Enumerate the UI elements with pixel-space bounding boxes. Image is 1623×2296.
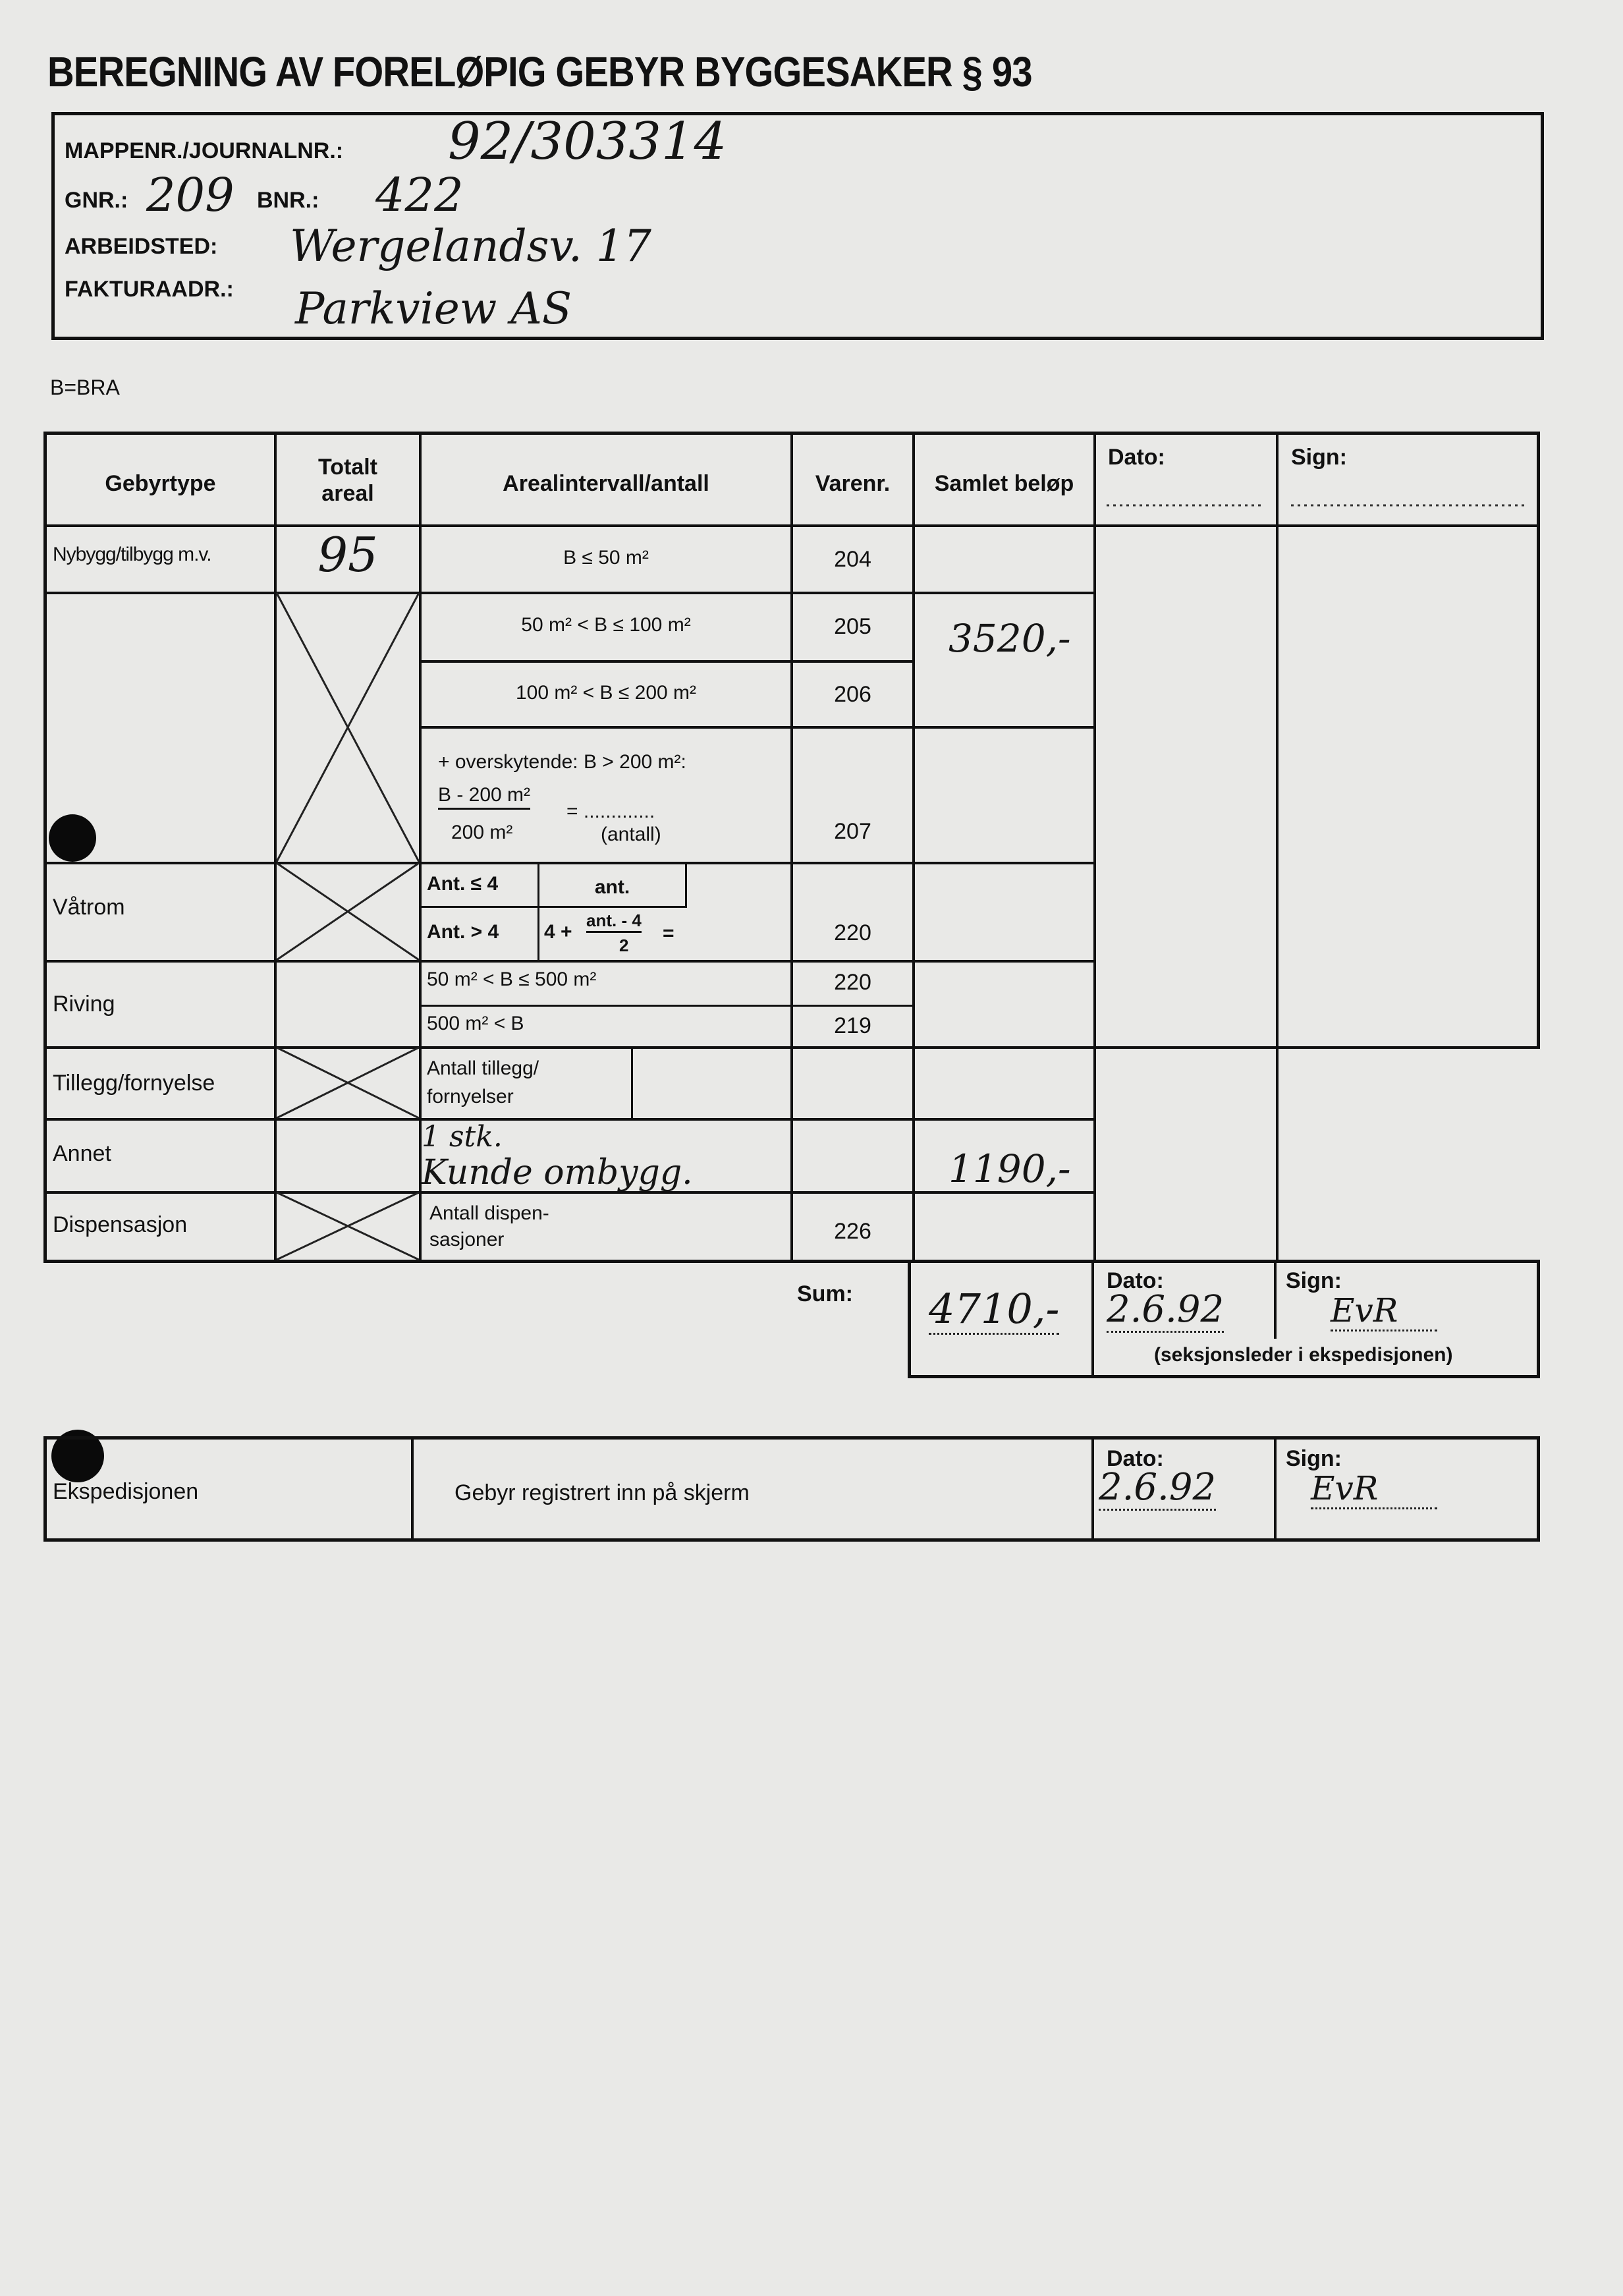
sum-note: (seksjonsleder i ekspedisjonen): [1154, 1344, 1453, 1366]
dispensasjon-varenr: 226: [834, 1219, 871, 1244]
ekspedisjon-label: Ekspedisjonen: [53, 1479, 199, 1504]
ekspedisjon-dato-label: Dato:: [1107, 1446, 1164, 1471]
dispensasjon-line2: sasjoner: [429, 1229, 505, 1250]
nybygg-type: Nybygg/tilbygg m.v.: [53, 544, 211, 565]
sum-dato-label: Dato:: [1107, 1268, 1164, 1293]
row205-interval: 50 m² < B ≤ 100 m²: [521, 614, 691, 636]
riving-varenr1: 220: [834, 970, 871, 995]
vatrom-formula-eq: =: [663, 922, 674, 944]
col-sign: Sign:: [1291, 445, 1347, 470]
bnr-value[interactable]: 422: [375, 168, 464, 222]
row205-varenr: 205: [834, 614, 871, 639]
row207-numerator: B - 200 m²: [438, 784, 530, 810]
col-samlet-belop: Samlet beløp: [934, 471, 1074, 496]
mappenr-label: MAPPENR./JOURNALNR.:: [65, 138, 344, 163]
row207-varenr: 207: [834, 819, 871, 844]
vatrom-type: Våtrom: [53, 895, 125, 920]
vatrom-formula-num: ant. - 4: [586, 910, 642, 933]
ekspedisjon-text: Gebyr registrert inn på skjerm: [454, 1480, 750, 1505]
vatrom-ant-gt4: Ant. > 4: [427, 921, 499, 943]
col-areal: areal: [321, 481, 374, 506]
vatrom-formula-den: 2: [619, 936, 629, 955]
nybygg-varenr: 204: [834, 547, 871, 572]
b-bra-note: B=BRA: [50, 376, 120, 399]
col-gebyrtype: Gebyrtype: [105, 471, 216, 496]
mappenr-value[interactable]: 92/303314: [448, 112, 727, 171]
arbeidsted-label: ARBEIDSTED:: [65, 234, 218, 259]
riving-type: Riving: [53, 992, 115, 1017]
ekspedisjon-dato-value[interactable]: 2.6.92: [1099, 1466, 1216, 1511]
col-dato: Dato:: [1108, 445, 1165, 470]
riving-interval2: 500 m² < B: [427, 1013, 524, 1034]
sum-sign-label: Sign:: [1286, 1268, 1342, 1293]
vatrom-ant: ant.: [594, 876, 630, 898]
annet-amount[interactable]: 1190,-: [949, 1146, 1071, 1191]
tillegg-line2: fornyelser: [427, 1086, 514, 1107]
row207-antall: (antall): [601, 824, 661, 845]
sum-value[interactable]: 4710,-: [929, 1285, 1059, 1335]
riving-varenr2: 219: [834, 1013, 871, 1038]
row206-varenr: 206: [834, 682, 871, 707]
vatrom-ant-le4: Ant. ≤ 4: [427, 873, 499, 895]
row207-denominator: 200 m²: [451, 822, 513, 843]
annet-hand2[interactable]: Kunde ombygg.: [422, 1153, 693, 1192]
row207-eq: = .............: [566, 800, 655, 822]
col-varenr: Varenr.: [815, 471, 891, 496]
col-arealintervall: Arealintervall/antall: [503, 471, 709, 496]
annet-type: Annet: [53, 1141, 111, 1166]
col-totalt: Totalt: [317, 455, 377, 480]
sum-dato-value[interactable]: 2.6.92: [1107, 1288, 1224, 1333]
vatrom-formula-pre: 4 +: [544, 921, 572, 943]
tillegg-line1: Antall tillegg/: [427, 1057, 539, 1079]
bnr-label: BNR.:: [257, 188, 319, 213]
ekspedisjon-sign-value[interactable]: EvR: [1311, 1469, 1437, 1509]
fakturaadr-value[interactable]: Parkview AS: [295, 283, 572, 334]
arbeidsted-value[interactable]: Wergelandsv. 17: [290, 221, 651, 271]
fakturaadr-label: FAKTURAADR.:: [65, 277, 234, 302]
vatrom-varenr: 220: [834, 920, 871, 945]
annet-hand1[interactable]: 1 stk.: [422, 1120, 503, 1154]
nybygg-interval: B ≤ 50 m²: [563, 547, 649, 569]
sum-label: Sum:: [797, 1281, 853, 1306]
row206-interval: 100 m² < B ≤ 200 m²: [515, 682, 697, 704]
dispensasjon-line1: Antall dispen-: [429, 1202, 549, 1224]
row207-line1: + overskytende: B > 200 m²:: [438, 751, 686, 773]
punch-hole: [49, 814, 96, 862]
row205-amount[interactable]: 3520,-: [949, 616, 1071, 661]
ekspedisjon-sign-label: Sign:: [1286, 1446, 1342, 1471]
tillegg-type: Tillegg/fornyelse: [53, 1071, 215, 1096]
gnr-value[interactable]: 209: [146, 168, 234, 222]
nybygg-areal[interactable]: 95: [317, 527, 378, 582]
form-title: BEREGNING AV FORELØPIG GEBYR BYGGESAKER § 93: [47, 48, 1032, 96]
riving-interval1: 50 m² < B ≤ 500 m²: [427, 968, 597, 990]
sum-sign-value[interactable]: EvR: [1331, 1291, 1437, 1331]
dispensasjon-type: Dispensasjon: [53, 1212, 188, 1237]
gnr-label: GNR.:: [65, 188, 128, 213]
